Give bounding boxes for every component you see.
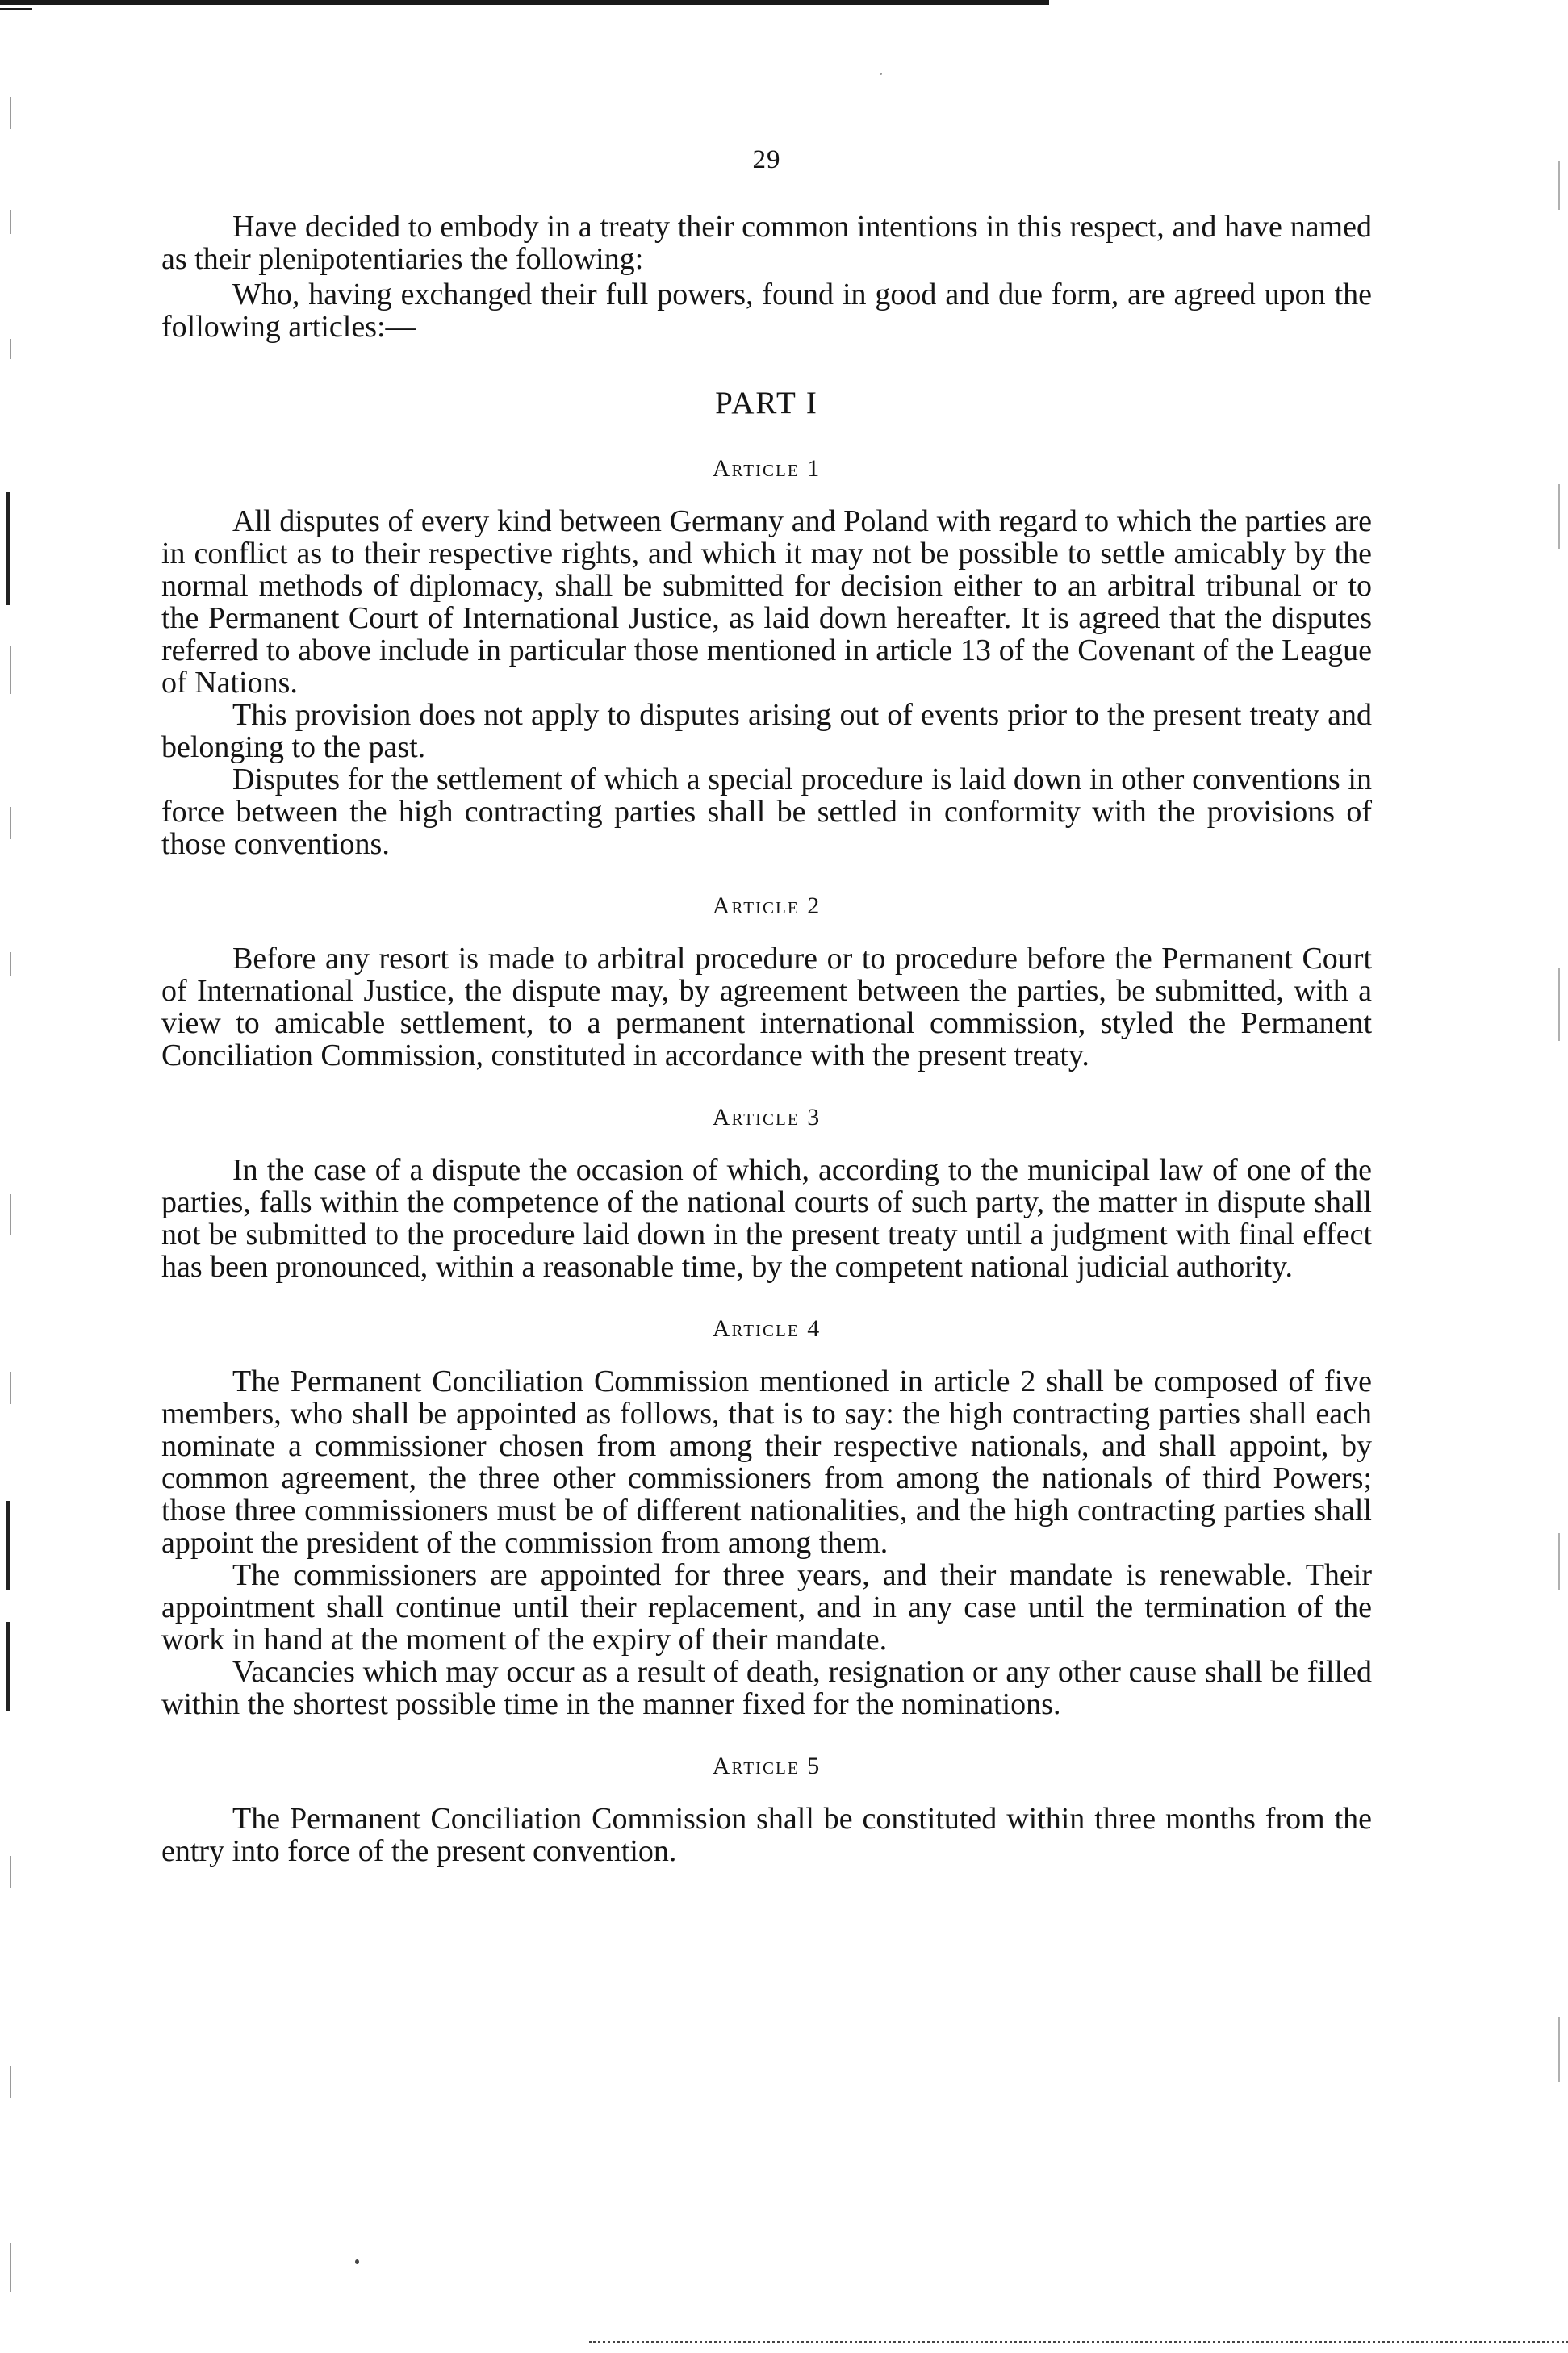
article-paragraph: Disputes for the settlement of which a special procedure is laid down in other conventions in force between the high contracting parties shall be settled in conformity with the provisions of those conventions.	[161, 763, 1372, 861]
document-page	[161, 145, 1372, 1867]
article-4	[161, 1315, 1372, 1720]
article-heading: Article 2	[712, 892, 822, 919]
intro-paragraph: Have decided to embody in a treaty their common intentions in this respect, and have named as their plenipotentiaries the following:	[161, 210, 1372, 276]
article-paragraph: All disputes of every kind between Germany and Poland with regard to which the parties are in conflict as to their respective rights, and which it may not be possible to settle amicably by the normal methods of diplomacy, shall be submitted for decision either to an arbitral tribunal or to the Permanent Court of International Justice, as laid down hereafter. It is agreed that the disputes referred to above include in particular those mentioned in article 13 of the Covenant of the League of Nations.	[161, 504, 1372, 700]
article-1	[161, 455, 1372, 860]
left-margin-scan-marks	[6, 0, 23, 2353]
article-heading: Article 1	[712, 455, 822, 482]
article-paragraph: Vacancies which may occur as a result of death, resignation or any other cause shall be filled within the shortest possible time in the manner fixed for the nominations.	[161, 1655, 1372, 1721]
intro-paragraph: Who, having exchanged their full powers, found in good and due form, are agreed upon the following articles:—	[161, 278, 1372, 344]
article-heading: Article 4	[712, 1315, 822, 1342]
article-heading: Article 5	[712, 1753, 822, 1779]
bottom-dotted-rule	[589, 2341, 1568, 2347]
article-5	[161, 1753, 1372, 1867]
scan-speck	[880, 73, 882, 75]
article-paragraph: The Permanent Conciliation Commission mentioned in article 2 shall be composed of five members, who shall be appointed as follows, that is to say: the high contracting parties shall each nominate a commissioner chosen from among their respective nationals, and shall appoint, by common agreement, the three other commissioners from among the nationals of third Powers; those three commissioners must be of different nationalities, and the high contracting parties shall appoint the president of the commission from among them.	[161, 1365, 1372, 1560]
article-paragraph: In the case of a dispute the occasion of which, according to the municipal law of one of the parties, falls within the competence of the national courts of such party, the matter in dispute shall not be submitted to the procedure laid down in the present treaty until a judgment with final effect has been pronounced, within a reasonable time, by the competent national judicial authority.	[161, 1153, 1372, 1284]
article-heading: Article 3	[712, 1104, 822, 1131]
article-3	[161, 1104, 1372, 1283]
article-paragraph: The Permanent Conciliation Commission shall be constituted within three months from the entry into force of the present convention.	[161, 1802, 1372, 1868]
article-paragraph: Before any resort is made to arbitral procedure or to procedure before the Permanent Court of International Justice, the dispute may, by agreement between the parties, be submitted, with a view to amicable settlement, to a permanent international commission, styled the Permanent Conciliation Commission, constituted in accordance with the present treaty.	[161, 942, 1372, 1072]
top-border-rule	[0, 0, 1049, 5]
scan-speck	[355, 2259, 359, 2264]
part-heading: PART I	[715, 386, 818, 420]
article-2	[161, 892, 1372, 1072]
article-paragraph: The commissioners are appointed for three years, and their mandate is renewable. Their appointment shall continue until their replacement, and in any case until the termination of the work in hand at the moment of the expiry of their mandate.	[161, 1558, 1372, 1657]
right-margin-scan-marks	[1558, 0, 1563, 2353]
page-number: 29	[752, 145, 781, 174]
article-paragraph: This provision does not apply to disputes arising out of events prior to the present treaty and belonging to the past.	[161, 698, 1372, 764]
